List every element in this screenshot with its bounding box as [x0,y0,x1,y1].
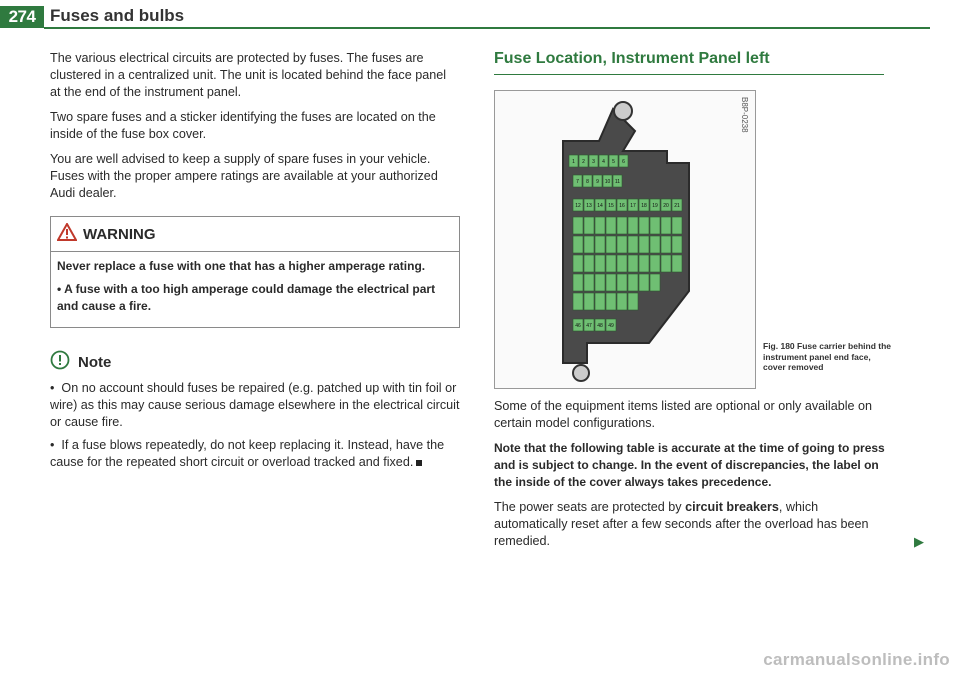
fuse-number-label: 14 [597,203,603,209]
fuse-slot [628,236,638,253]
fuse-number-label: 18 [641,203,647,209]
fuse-slot [617,293,627,310]
fuse-info-text [494,398,924,558]
fuse-figure [494,90,756,389]
footer-watermark: carmanualsonline.info [763,650,950,669]
intro-paragraph-1: The various electrical circuits are protected by fuses. The fuses are clustered in a centralized unit. The unit is located behind the face panel at the end of the instrument panel. [50,51,447,99]
warning-line-1: Never replace a fuse with one that has a higher amperage rating. [57,259,426,273]
note-list [50,380,460,471]
warning-triangle-icon [57,223,77,245]
table-accuracy-note: Note that the following table is accurate at the time of going to press and is subject to change. In the event of discrepancies, the label on the inside of the cover always takes precedence. [494,441,885,489]
fuse-slot [573,274,583,291]
fuse-slot [606,217,616,234]
mounting-hole-bottom [573,365,589,381]
note-item-2: • If a fuse blows repeatedly, do not keep replacing it. Instead, have the cause for the repeated short circuit or overload tracked and fixed. [50,438,445,469]
warning-box [50,216,460,328]
fuse-slot [573,217,583,234]
figure-section-title: Fuse Location, Instrument Panel left [494,50,770,67]
fuse-slot [595,236,605,253]
warning-header [51,217,459,252]
fuse-slot [628,217,638,234]
intro-paragraph-2: Two spare fuses and a sticker identifying the fuses are located on the inside of the fuse box cover. [50,110,436,141]
right-column [494,50,924,549]
fuse-number-label: 8 [586,179,589,185]
fuse-slot [573,293,583,310]
fuse-slot [639,236,649,253]
fuse-number-label: 5 [612,159,615,165]
optional-equipment-paragraph: Some of the equipment items listed are optional or only available on certain model configurations. [494,399,873,430]
fuse-slot [573,255,583,272]
fuse-slot [672,217,682,234]
fuse-slot [606,274,616,291]
fuse-number-label: 19 [652,203,658,209]
fuse-slot [661,255,671,272]
fuse-slot [650,217,660,234]
fuse-slot [617,217,627,234]
fuse-number-label: 9 [596,179,599,185]
warning-body [51,252,459,327]
continue-arrow-icon: ▶ [914,534,924,549]
fuse-number-label: 1 [572,159,575,165]
fuse-slot [595,217,605,234]
fuse-carrier-diagram [495,91,755,388]
fuse-number-label: 46 [575,323,581,329]
fuse-slot [584,274,594,291]
fuse-number-label: 10 [604,179,611,185]
fuse-slot [595,274,605,291]
left-column [50,50,460,477]
end-mark-icon [416,460,422,466]
fuse-number-label: 16 [619,203,625,209]
fuse-slot [584,255,594,272]
note-title: Note [78,353,112,371]
fuse-slot [595,293,605,310]
fuse-number-label: 49 [608,323,614,329]
fuse-number-label: 7 [576,179,579,185]
intro-paragraph-3: You are well advised to keep a supply of spare fuses in your vehicle. Fuses with the proper ampere ratings are available at your authorized Audi dealer. [50,152,438,200]
note-header [50,350,460,374]
fuse-number-label: 48 [597,323,603,329]
fuse-number-label: 20 [663,203,669,209]
fuse-slot [661,217,671,234]
fuse-slot [672,236,682,253]
fuse-slot [650,255,660,272]
fuse-number-label: 4 [602,159,605,165]
fuse-number-label: 17 [630,203,636,209]
fuse-number-label: 47 [586,323,592,329]
fuse-slot [584,217,594,234]
warning-line-2: • A fuse with a too high amperage could damage the electrical part and cause a fire. [57,282,436,313]
fuse-slot [617,255,627,272]
note-info-icon [50,350,70,374]
mounting-hole-top [614,102,632,120]
fuse-slot [606,255,616,272]
fuse-slot [650,274,660,291]
figure-caption: Fig. 180 Fuse carrier behind the instrument panel end face, cover removed [763,341,892,372]
fuse-number-label: 13 [586,203,592,209]
page-number: 274 [0,6,44,28]
note-item-1: • On no account should fuses be repaired (e.g. patched up with tin foil or wire) as this may cause serious damage elsewhere in the electrical circuit or cause fire. [50,381,460,429]
fuse-slot [584,236,594,253]
fuse-slot [606,236,616,253]
figure-code: B8P-0238 [740,97,749,133]
fuse-slot [573,236,583,253]
fuse-slot [661,236,671,253]
fuse-number-label: 3 [592,159,595,165]
header-rule [44,27,930,29]
fuse-number-label: 15 [608,203,614,209]
fuse-slot [617,236,627,253]
fuse-slot [595,255,605,272]
fuse-slot [650,236,660,253]
fuse-number-label: 11 [614,179,621,185]
fuse-slot [628,274,638,291]
fuse-slot [606,293,616,310]
fuse-slot [639,274,649,291]
fuse-slot [639,255,649,272]
fuse-slot [584,293,594,310]
fuse-slot [639,217,649,234]
fuse-slot [672,255,682,272]
fuse-number-label: 12 [575,203,581,209]
fuse-number-label: 2 [582,159,585,165]
fuse-number-label: 6 [622,159,625,165]
figure-title-rule [494,74,884,75]
circuit-breaker-paragraph: The power seats are protected by circuit breakers, which automatically reset after a few seconds after the overload has been remedied. [494,500,869,548]
fuse-number-label: 21 [674,203,680,209]
fuse-slot [628,293,638,310]
fuse-slot [617,274,627,291]
fuse-slot [628,255,638,272]
warning-title: WARNING [83,225,156,243]
section-title: Fuses and bulbs [50,6,185,25]
